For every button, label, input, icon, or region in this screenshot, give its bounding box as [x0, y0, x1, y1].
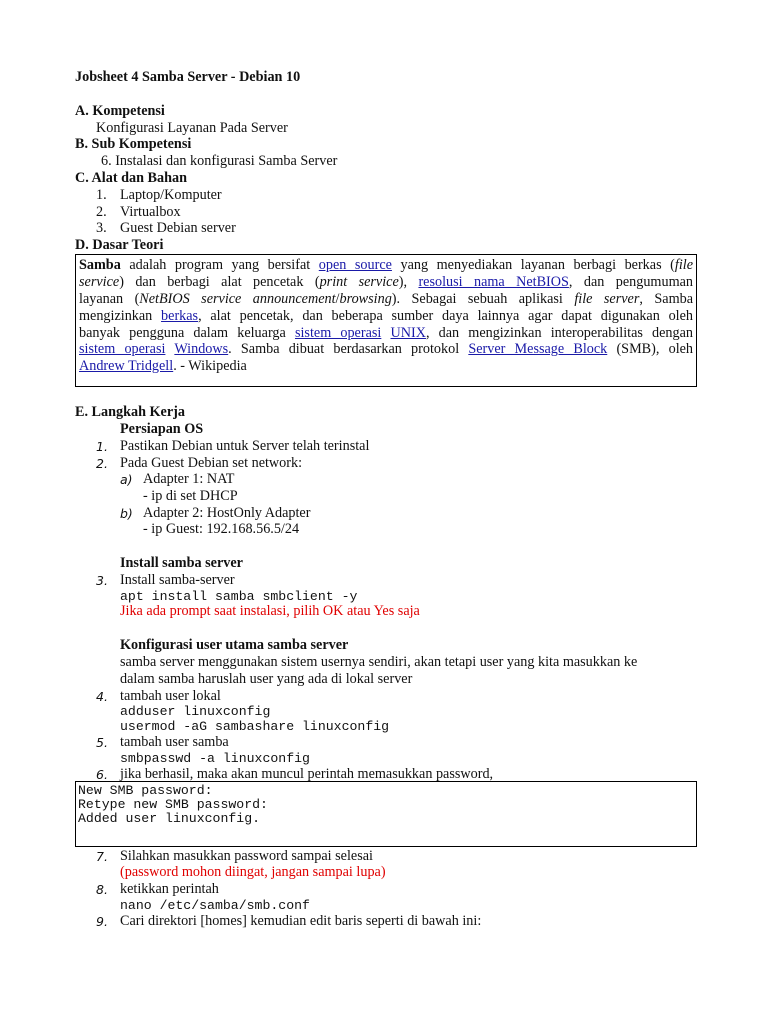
step-number: 1. [96, 439, 108, 454]
text-run: , alat pencetak, dan beberapa sumber daya lainnya agar dapat digunakan oleh [198, 307, 693, 324]
subheading-install-samba: Install samba server [120, 555, 243, 571]
samba-term: Samba [79, 257, 121, 273]
text-run: . Samba dibuat berdasarkan protokol [228, 341, 469, 358]
substep-text: Adapter 2: HostOnly Adapter [143, 505, 311, 521]
document-title: Jobsheet 4 Samba Server - Debian 10 [75, 69, 301, 85]
text-run: , dan mengizinkan interoperabilitas dengan [425, 324, 693, 341]
theory-line [79, 325, 693, 342]
theory-box [75, 254, 697, 387]
text-run: ). Sebagai sebuah aplikasi [391, 290, 575, 307]
italic-term: file [674, 257, 693, 273]
subheading-konfigurasi-user: Konfigurasi user utama samba server [120, 637, 349, 653]
step-text: Cari direktori [homes] kemudian edit baris seperti di bawah ini: [120, 913, 482, 929]
step-text: tambah user lokal [120, 688, 221, 704]
italic-term: file server [574, 290, 640, 307]
step-text: jika berhasil, maka akan muncul perintah memasukkan password, [120, 766, 494, 782]
command-text: apt install samba smbclient -y [120, 589, 358, 604]
section-d-heading: D. Dasar Teori [75, 237, 164, 253]
text-run: , dan pengumuman [568, 273, 693, 290]
link-berkas[interactable]: berkas [161, 307, 199, 324]
text-run: ) dan berbagi alat pencetak ( [119, 273, 320, 290]
theory-line [79, 274, 693, 291]
substep-detail: - ip Guest: 192.168.56.5/24 [143, 521, 300, 537]
link-andrew-tridgell[interactable]: Andrew Tridgell [79, 358, 174, 375]
text-run: mengizinkan [79, 307, 162, 324]
command-text: usermod -aG sambashare linuxconfig [120, 719, 390, 734]
italic-term: browsing [339, 290, 392, 307]
step-text: ketikkan perintah [120, 881, 219, 897]
theory-line [79, 358, 693, 375]
step-text: Install samba-server [120, 572, 235, 588]
list-item-number: 2. [96, 204, 107, 220]
link-server-message-block[interactable]: Server Message Block [468, 341, 608, 358]
step-text: tambah user samba [120, 734, 229, 750]
substep-letter: b) [120, 506, 133, 521]
note-text: Jika ada prompt saat instalasi, pilih OK atau Yes saja [120, 603, 420, 619]
list-item: Guest Debian server [120, 220, 236, 236]
text-run: layanan ( [79, 290, 140, 307]
section-b-heading: B. Sub Kompetensi [75, 136, 192, 152]
step-number: 3. [96, 573, 108, 588]
link-windows[interactable]: Windows [174, 341, 229, 358]
command-text: nano /etc/samba/smb.conf [120, 898, 310, 913]
text-run: . - Wikipedia [173, 358, 247, 375]
step-number: 9. [96, 914, 108, 929]
theory-line [79, 291, 693, 308]
section-c-heading: C. Alat dan Bahan [75, 170, 187, 186]
list-item-number: 3. [96, 220, 107, 236]
theory-line [79, 341, 693, 358]
text-run: ), [398, 273, 419, 290]
command-text: adduser linuxconfig [120, 704, 271, 719]
list-item-number: 1. [96, 187, 107, 203]
text-run: yang menyediakan layanan berbagi berkas ( [391, 257, 675, 273]
text-run: (SMB), oleh [607, 341, 693, 358]
substep-letter: a) [120, 472, 133, 487]
step-number: 8. [96, 882, 108, 897]
output-line: Added user linuxconfig. [78, 811, 261, 826]
text-run: banyak pengguna dalam keluarga [79, 324, 295, 341]
section-e-heading: E. Langkah Kerja [75, 404, 185, 420]
italic-term: print service [319, 273, 399, 290]
step-text: Silahkan masukkan password sampai selesai [120, 848, 373, 864]
step-number: 4. [96, 689, 108, 704]
link-resolusi-nama-netbios[interactable]: resolusi nama NetBIOS [418, 273, 569, 290]
terminal-output-box [75, 781, 697, 847]
step-number: 6. [96, 767, 108, 782]
section-a-text: Konfigurasi Layanan Pada Server [96, 120, 288, 136]
step-text: Pada Guest Debian set network: [120, 455, 303, 471]
link-unix[interactable]: UNIX [390, 324, 426, 341]
list-item: Virtualbox [120, 204, 181, 220]
step-number: 5. [96, 735, 108, 750]
subheading-persiapan-os: Persiapan OS [120, 421, 204, 437]
paragraph-line: samba server menggunakan sistem usernya sendiri, akan tetapi user yang kita masukkan ke [120, 654, 638, 670]
paragraph-line: dalam samba haruslah user yang ada di lokal server [120, 671, 413, 687]
substep-detail: - ip di set DHCP [143, 488, 238, 504]
substep-text: Adapter 1: NAT [143, 471, 235, 487]
step-number: 7. [96, 849, 108, 864]
step-number: 2. [96, 456, 108, 471]
step-text: Pastikan Debian untuk Server telah terinstal [120, 438, 370, 454]
list-item: Laptop/Komputer [120, 187, 222, 203]
note-text: (password mohon diingat, jangan sampai lupa) [120, 864, 386, 880]
link-sistem-operasi[interactable]: sistem operasi [294, 324, 382, 341]
link-open-source[interactable]: open source [318, 257, 392, 273]
text-run: adalah program yang bersifat [120, 257, 319, 273]
italic-term: NetBIOS service announcement [139, 290, 336, 307]
output-line: New SMB password: [78, 783, 213, 798]
section-b-text: 6. Instalasi dan konfigurasi Samba Server [101, 153, 338, 169]
theory-line [79, 257, 693, 274]
output-line: Retype new SMB password: [78, 797, 268, 812]
italic-term: service [79, 273, 120, 290]
theory-line [79, 308, 693, 325]
link-sistem-operasi[interactable]: sistem operasi [79, 341, 166, 358]
text-run: / [335, 290, 340, 307]
command-text: smbpasswd -a linuxconfig [120, 751, 310, 766]
section-a-heading: A. Kompetensi [75, 103, 165, 119]
text-run: , Samba [639, 290, 693, 307]
